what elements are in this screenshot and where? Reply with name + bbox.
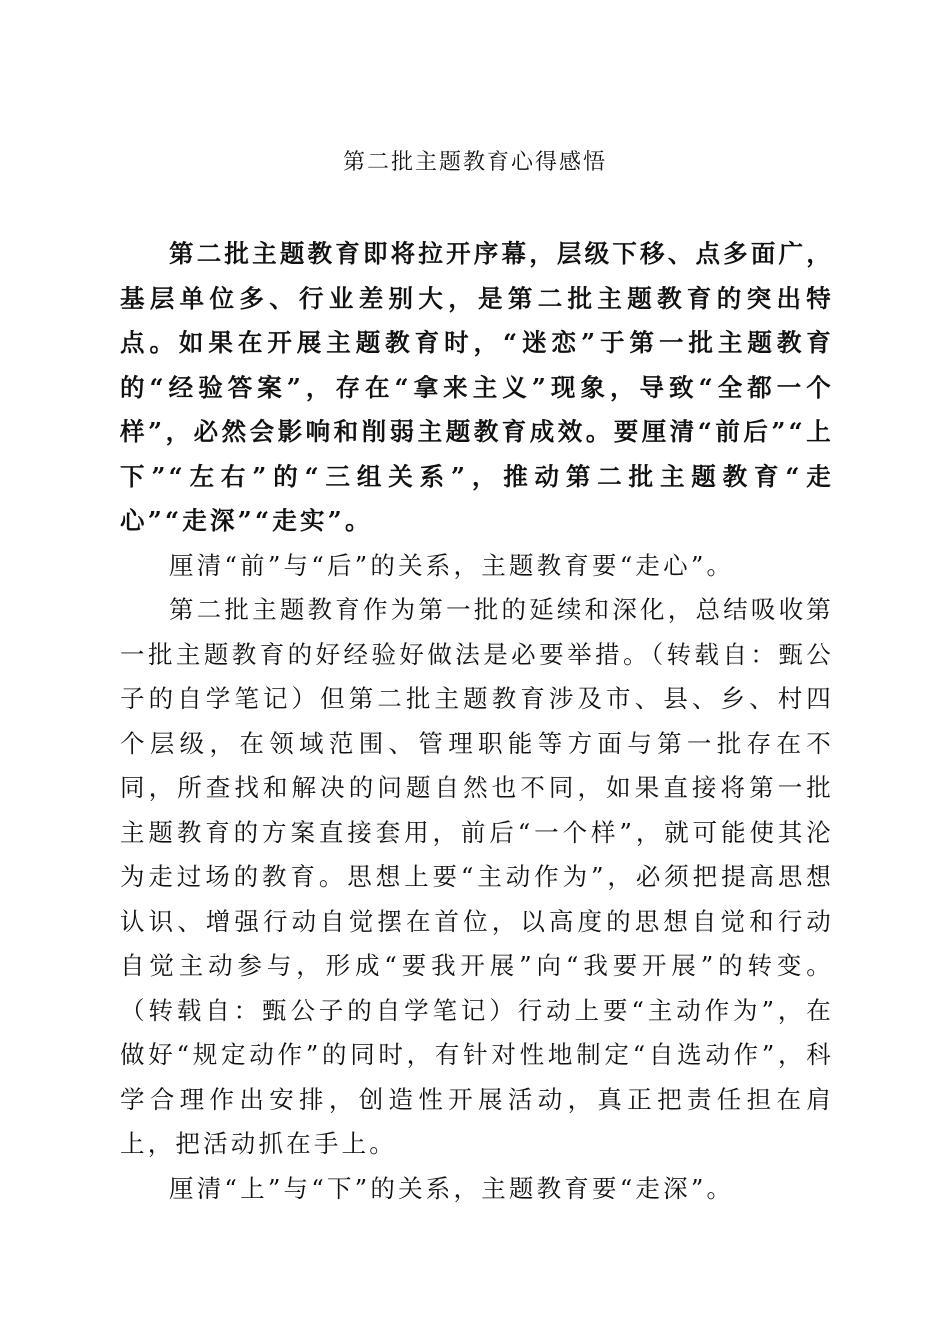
section-heading-front-back: 厘清“前”与“后”的关系，主题教育要“走心”。 [169, 550, 735, 580]
body-paragraph: 第二批主题教育作为第一批的延续和深化，总结吸收第一批主题教育的好经验好做法是必要举措。（转载自：甄公子的自学笔记）但第二批主题教育涉及市、县、乡、村四个层级，在领域范围、管理职能等方面与第一批存在不同，所查找和解决的问题自然也不同，如果直接将第一批主题教育的方案直接套用，前后“一个样”，就可能使其沦为走过场的教育。思想上要“主动作为”，必须把提高思想认识、增强行动自觉摆在首位，以高度的思想自觉和行动自觉主动参与，形成“要我开展”向“我要开展”的转变。（转载自：甄公子的自学笔记）行动上要“主动作为”，在做好“规定动作”的同时，有针对性地制定“自选动作”，科学合理作出安排，创造性开展活动，真正把责任担在肩上，把活动抓在手上。 [120, 595, 834, 1158]
section-heading-up-down: 厘清“上”与“下”的关系，主题教育要“走深”。 [169, 1173, 735, 1203]
document-body [120, 232, 834, 1211]
intro-paragraph: 第二批主题教育即将拉开序幕，层级下移、点多面广，基层单位多、行业差别大，是第二批主题教育的突出特点。如果在开展主题教育时，“迷恋”于第一批主题教育的“经验答案”，存在“拿来主义”现象，导致“全都一个样”，必然会影响和削弱主题教育成效。要厘清“前后”“上下”“左右”的“三组关系”，推动第二批主题教育“走心”“走深”“走实”。 [120, 239, 834, 535]
document-title: 第二批主题教育心得感悟 [342, 150, 607, 175]
